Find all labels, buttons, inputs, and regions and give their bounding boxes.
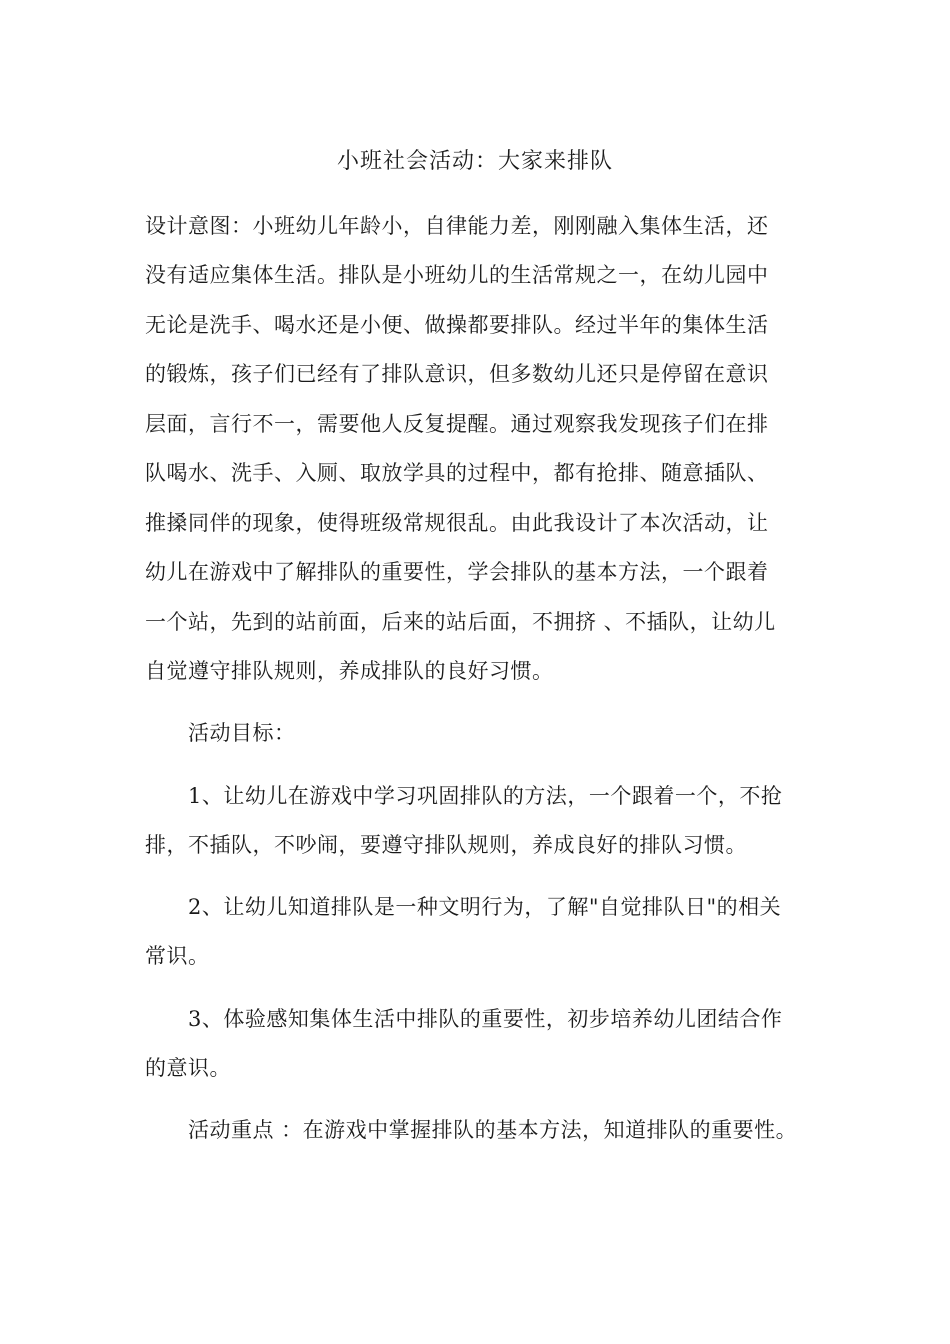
intent-line: 一个站，先到的站前面，后来的站后面，不拥挤 、不插队，让幼儿 — [145, 610, 776, 634]
goal-1-line: 1、让幼儿在游戏中学习巩固排队的方法，一个跟着一个，不抢 — [188, 784, 783, 808]
intent-line: 幼儿在游戏中了解排队的重要性，学会排队的基本方法，一个跟着 — [145, 560, 769, 584]
intent-line: 层面，言行不一，需要他人反复提醒。通过观察我发现孩子们在排 — [145, 412, 769, 436]
intent-line: 无论是洗手、喝水还是小便、做操都要排队。经过半年的集体生活 — [145, 313, 769, 337]
intent-line: 自觉遵守排队规则，养成排队的良好习惯。 — [145, 659, 554, 683]
goal-3-line: 3、体验感知集体生活中排队的重要性，初步培养幼儿团结合作 — [188, 1007, 783, 1031]
goal-2-line: 2、让幼儿知道排队是一种文明行为，了解"自觉排队日"的相关 — [188, 895, 782, 919]
document-title: 小班社会活动：大家来排队 — [336, 149, 613, 174]
goal-1-line: 排，不插队，不吵闹，要遵守排队规则，养成良好的排队习惯。 — [145, 833, 747, 857]
intent-line: 设计意图：小班幼儿年龄小，自律能力差，刚刚融入集体生活，还 — [145, 214, 769, 238]
intent-line: 没有适应集体生活。排队是小班幼儿的生活常规之一，在幼儿园中 — [145, 263, 769, 287]
intent-line: 推搡同伴的现象，使得班级常规很乱。由此我设计了本次活动，让 — [145, 511, 769, 535]
goal-2-line: 常识。 — [145, 944, 210, 968]
intent-line: 队喝水、洗手、入厕、取放学具的过程中，都有抢排、随意插队、 — [145, 461, 769, 485]
goal-3-line: 的意识。 — [145, 1056, 231, 1080]
key-point: 活动重点 ：在游戏中掌握排队的基本方法，知道排队的重要性。 — [188, 1118, 798, 1142]
goals-heading: 活动目标： — [188, 721, 296, 745]
intent-line: 的锻炼，孩子们已经有了排队意识，但多数幼儿还只是停留在意识 — [145, 362, 769, 386]
